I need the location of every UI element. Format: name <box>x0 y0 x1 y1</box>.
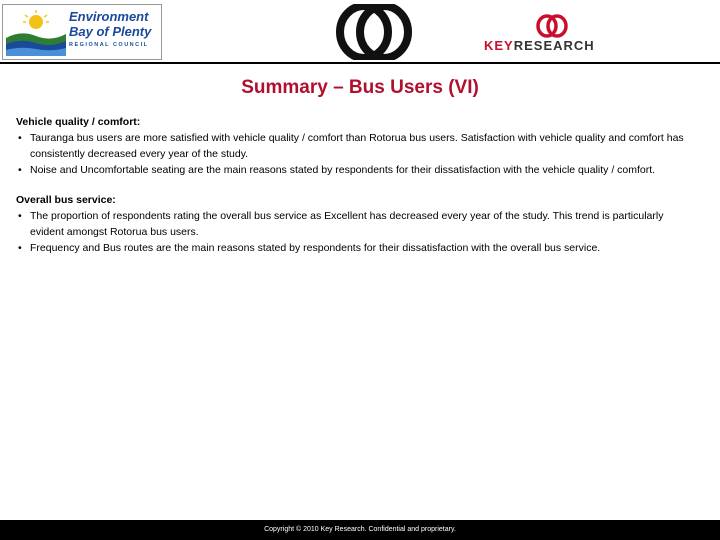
ebop-line-2: Bay of Plenty <box>69 24 152 39</box>
interlocking-rings-icon <box>334 4 414 60</box>
section-heading-overall-service: Overall bus service: <box>16 194 116 206</box>
bullet-item: • Noise and Uncomfortable seating are the main reasons stated by respondents for their dissatisfaction with the vehicle quality / comfort. <box>16 162 700 178</box>
section-heading-vehicle-quality: Vehicle quality / comfort: <box>16 116 141 128</box>
footer-bar <box>0 520 720 540</box>
key-research-rings-icon <box>534 14 570 38</box>
ebop-emblem-icon <box>6 8 66 56</box>
bullet-list-overall-service <box>16 208 700 256</box>
bullet-item: • The proportion of respondents rating the overall bus service as Excellent has decreased every year of the study. This trend is particularly evident amongst Rotorua bus users. <box>16 208 700 240</box>
section-spacer <box>16 178 700 192</box>
header-divider <box>0 62 720 64</box>
header-bar <box>0 0 720 64</box>
key-research-wordmark <box>484 38 630 53</box>
copyright-text: Copyright © 2010 Key Research. Confidential and proprietary. <box>264 526 456 533</box>
bullet-item: • Tauranga bus users are more satisfied with vehicle quality / comfort than Rotorua bus users. Satisfaction with vehicle quality and comfort has consistently decreased every year of the study. <box>16 130 700 162</box>
bullet-list-vehicle-quality <box>16 130 700 178</box>
ebop-subline: REGIONAL COUNCIL <box>69 42 149 48</box>
ebop-line-1: Environment <box>69 9 149 24</box>
key-research-key-text: KEY <box>484 38 514 53</box>
key-research-research-text: RESEARCH <box>513 38 595 53</box>
bullet-item: • Frequency and Bus routes are the main reasons stated by respondents for their dissatisfaction with the overall bus service. <box>16 240 700 256</box>
slide-title: Summary – Bus Users (VI) <box>241 77 479 98</box>
ebop-wordmark <box>69 9 161 48</box>
slide-body <box>16 114 700 256</box>
environment-bay-of-plenty-logo <box>2 4 162 60</box>
